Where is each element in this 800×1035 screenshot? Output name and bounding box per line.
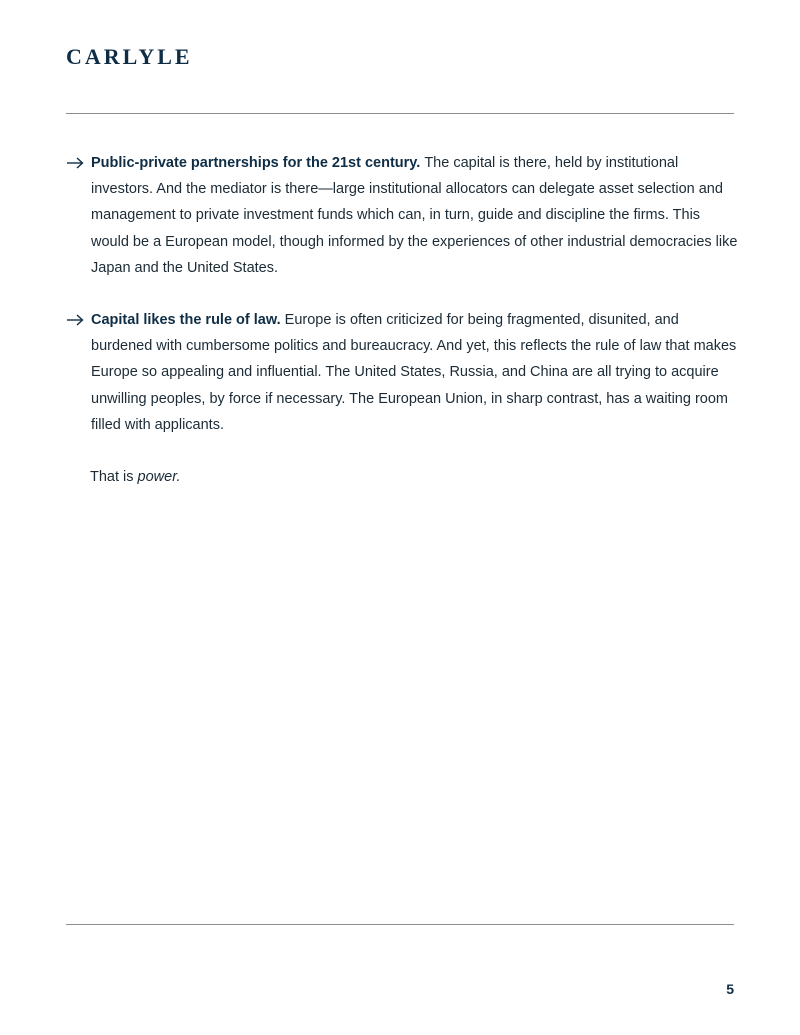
bullet-lead: Public-private partnerships for the 21st century. bbox=[91, 155, 425, 171]
closing-line bbox=[66, 464, 738, 490]
arrow-right-icon bbox=[66, 307, 84, 333]
page-number: 5 bbox=[726, 981, 734, 997]
bullet-item bbox=[66, 307, 738, 438]
closing-prefix: That is bbox=[90, 469, 138, 486]
bullet-item bbox=[66, 150, 738, 281]
arrow-right-icon bbox=[66, 150, 84, 176]
bullet-lead: Capital likes the rule of law. bbox=[91, 312, 285, 329]
main-content bbox=[66, 150, 738, 490]
top-divider bbox=[66, 113, 734, 114]
carlyle-logo: CARLYLE bbox=[66, 44, 193, 69]
bullet-body: The capital is there, held by institutional investors. And the mediator is there—large institutional allocators can delegate asset selection and management to private investment funds which can, in turn, guide and discipline the firms. This would be a European model, though informed by the experiences of other industrial democracies like Japan and the United States. bbox=[91, 155, 738, 276]
closing-emphasis: power. bbox=[137, 469, 181, 486]
bullet-body: Europe is often criticized for being fragmented, disunited, and burdened with cumbersome politics and bureaucracy. And yet, this reflects the rule of law that makes Europe so appealing and influential. The United States, Russia, and China are all trying to acquire unwilling peoples, by force if necessary. The European Union, in sharp contrast, has a waiting room filled with applicants. bbox=[91, 312, 737, 433]
bottom-divider bbox=[66, 924, 734, 925]
